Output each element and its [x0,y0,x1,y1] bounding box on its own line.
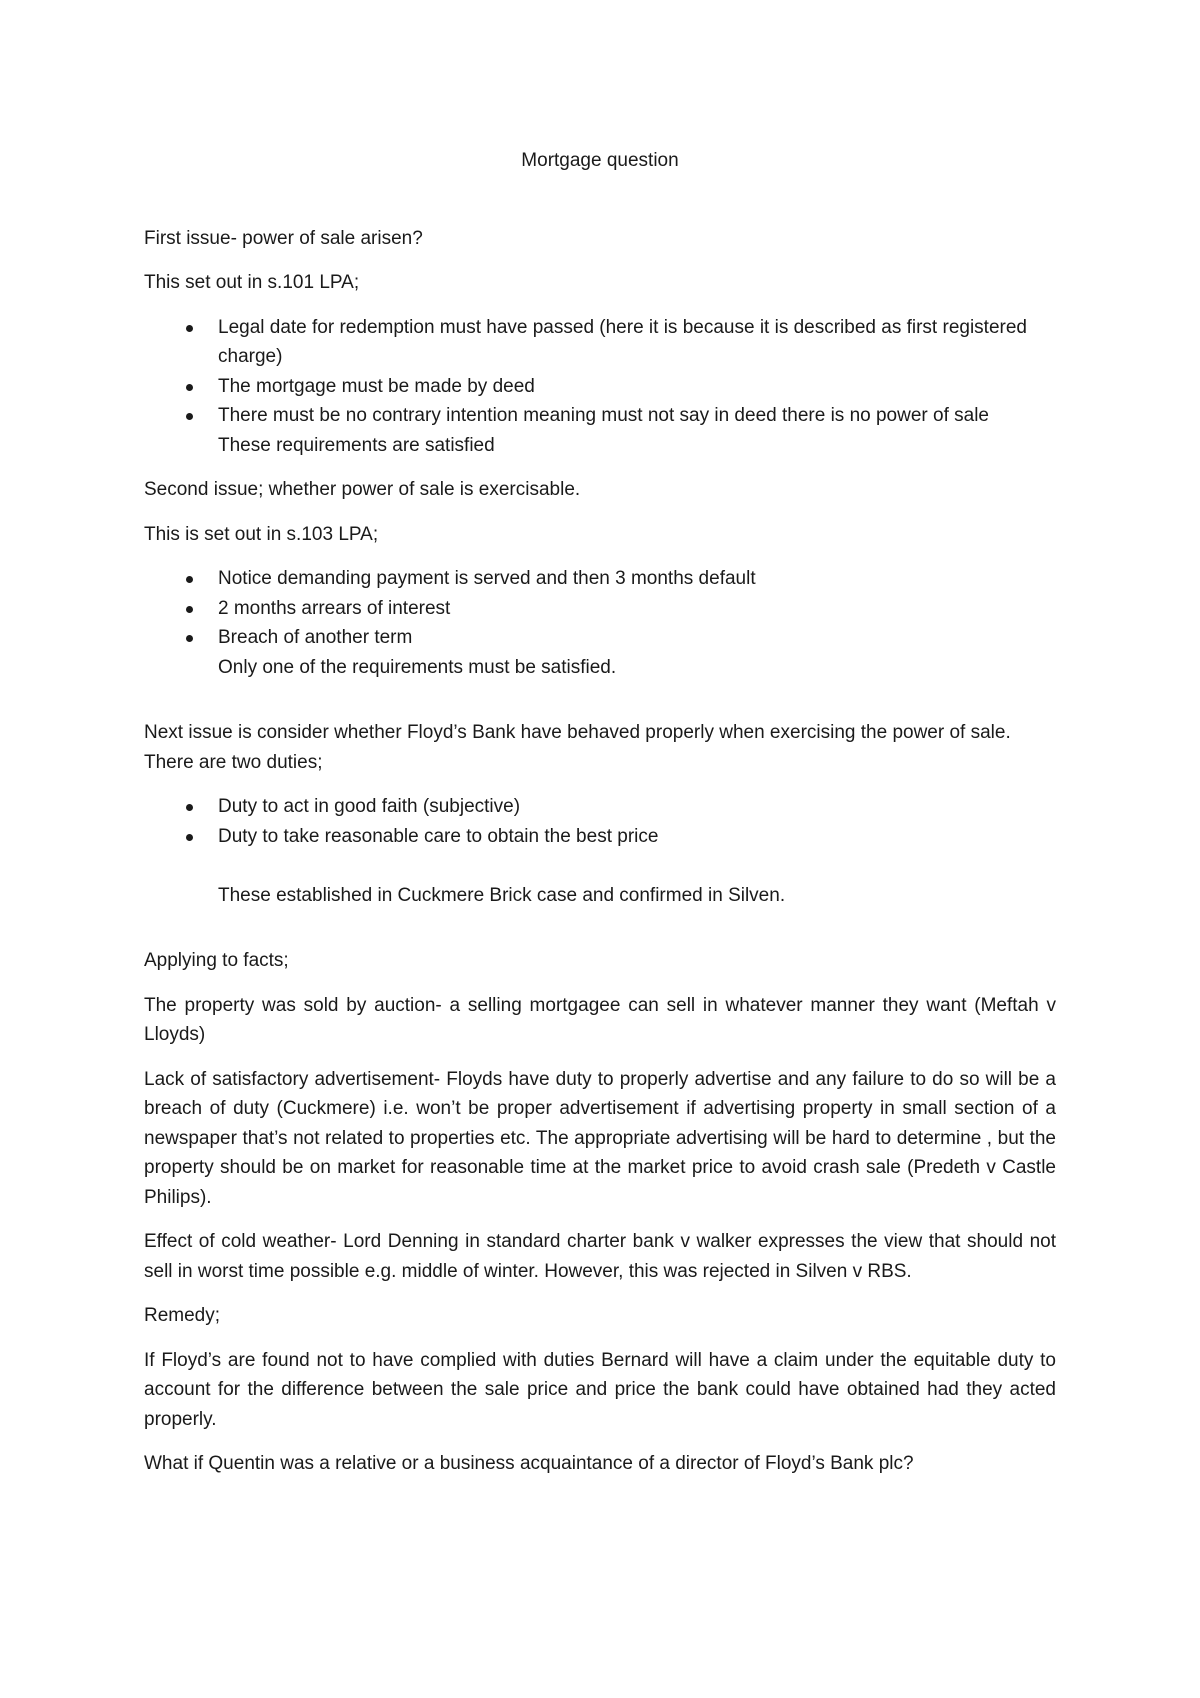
auction-paragraph: The property was sold by auction- a selling mortgagee can sell in whatever manner they want (Meftah v Lloyds) [144,994,1056,1045]
requirements-satisfied-note: These requirements are satisfied [218,434,495,456]
list-item: The mortgage must be made by deed [144,372,1056,402]
duties-list [144,792,1056,851]
list-item: There must be no contrary intention meaning must not say in deed there is no power of sale [144,401,1056,431]
s101-intro: This set out in s.101 LPA; [144,272,360,293]
list-item: 2 months arrears of interest [144,594,1056,624]
remedy-heading: Remedy; [144,1305,221,1326]
list-item: Legal date for redemption must have passed (here it is because it is described as first registered charge) [144,313,1056,372]
next-issue-paragraph: Next issue is consider whether Floyd’s Bank have behaved properly when exercising the power of sale. There are two duties; [144,722,1011,773]
document-body [144,146,1056,1494]
advertisement-paragraph: Lack of satisfactory advertisement- Floyds have duty to properly advertise and any failure to do so will be a breach of duty (Cuckmere) i.e. won’t be proper advertisement if advertising property in small section of a newspaper that’s not related to properties etc. The appropriate advertising will be hard to determine , but the property should be on market for reasonable time at the market price to avoid crash sale (Predeth v Castle Philips). [144,1068,1056,1208]
second-issue-heading: Second issue; whether power of sale is exercisable. [144,479,581,500]
cold-weather-paragraph: Effect of cold weather- Lord Denning in standard charter bank v walker expresses the view that should not sell in worst time possible e.g. middle of winter. However, this was rejected in Silven v RBS. [144,1231,1056,1282]
one-requirement-note: Only one of the requirements must be satisfied. [218,656,617,678]
list-item: Notice demanding payment is served and then 3 months default [144,564,1056,594]
list-item: Duty to act in good faith (subjective) [144,792,1056,822]
list-item: Duty to take reasonable care to obtain the best price [144,822,1056,852]
quentin-question: What if Quentin was a relative or a business acquaintance of a director of Floyd’s Bank plc? [144,1453,914,1474]
first-issue-heading: First issue- power of sale arisen? [144,227,423,249]
power-arisen-requirements-list [144,313,1056,431]
exercisable-requirements-list [144,564,1056,653]
duties-source-note: These established in Cuckmere Brick case and confirmed in Silven. [218,884,786,906]
list-item: Breach of another term [144,623,1056,653]
document-title: Mortgage question [521,150,679,171]
applying-to-facts-heading: Applying to facts; [144,950,289,971]
spacer [144,851,1056,881]
remedy-paragraph: If Floyd’s are found not to have complied with duties Bernard will have a claim under the equitable duty to account for the difference between the sale price and price the bank could have obtained had they acted properly. [144,1349,1056,1430]
s103-intro: This is set out in s.103 LPA; [144,523,379,545]
